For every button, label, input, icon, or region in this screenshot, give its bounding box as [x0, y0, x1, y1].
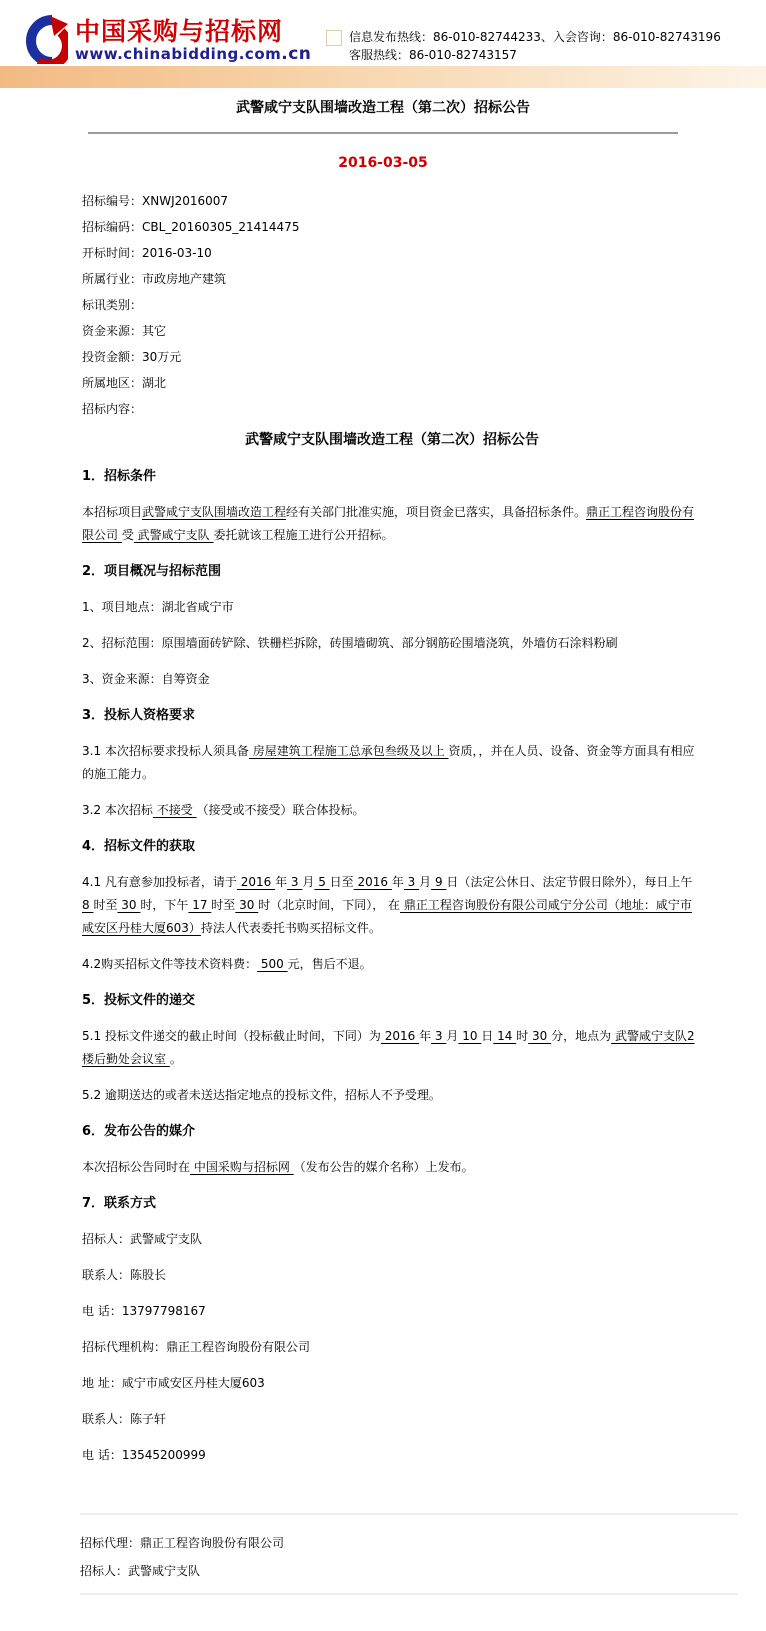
plain-text: 地 址：咸宁市咸安区丹桂大厦603	[82, 1376, 265, 1390]
paragraph	[82, 632, 702, 655]
paragraph	[82, 1372, 702, 1395]
plain-text: 4.1 凡有意参加投标者，请于	[82, 875, 237, 889]
plain-text: 日至	[329, 875, 354, 889]
plain-text: 电 话：13545200999	[82, 1448, 206, 1462]
title-rule	[88, 132, 678, 134]
field-row: 招标编码：CBL_20160305_21414475	[82, 220, 300, 234]
plain-text: 分，地点为	[551, 1029, 612, 1043]
plain-text: 3、资金来源：自筹资金	[82, 672, 210, 686]
field-row: 招标内容：	[82, 402, 143, 416]
plain-text: 电 话：13797798167	[82, 1304, 206, 1318]
paragraph	[82, 953, 702, 976]
paragraph	[82, 1336, 702, 1359]
hotline-line1: 信息发布热线：86-010-82744233、入会咨询：86-010-82743196	[349, 30, 721, 44]
section-heading: 7．联系方式	[82, 1196, 157, 1211]
blank-fill-text: 不接受	[152, 803, 197, 817]
blank-fill-text: 3	[403, 875, 420, 889]
plain-text: 年	[391, 875, 404, 889]
plain-text: 时，下午	[140, 898, 189, 912]
logo-url-suffix: .cn	[281, 44, 312, 64]
blank-fill-text: 30	[117, 898, 141, 912]
logo-swirl-icon	[22, 14, 68, 68]
paragraph	[82, 1300, 702, 1323]
plain-text: 3.1 本次招标要求投标人须具备	[82, 744, 249, 758]
field-row: 招标编号：XNWJ2016007	[82, 194, 229, 208]
paragraph	[82, 1444, 702, 1467]
blank-fill-text: 中国采购与招标网	[190, 1160, 294, 1174]
footer-rule-bottom	[80, 1593, 738, 1595]
blank-fill-text: 17	[188, 898, 212, 912]
field-row: 投资金额：30万元	[82, 350, 182, 364]
blank-fill-text: 房屋建筑工程施工总承包叁级及以上	[248, 744, 449, 758]
plain-text: 年	[275, 875, 288, 889]
plain-text: 资质，，并在人员、设备、资金等方面具有相应的施工能力。	[82, 744, 695, 781]
announcement-body	[82, 429, 702, 1467]
plain-text: 2、招标范围：原围墙面砖铲除、铁栅栏拆除，砖围墙砌筑、部分钢筋砼围墙浇筑，外墙仿石涂料粉刷	[82, 636, 618, 650]
announcement-title: 武警咸宁支队围墙改造工程（第二次）招标公告	[245, 432, 539, 448]
plain-text: 5.2 逾期送达的或者未送达指定地点的投标文件，招标人不予受理。	[82, 1088, 441, 1102]
plain-text: 1、项目地点：湖北省咸宁市	[82, 600, 234, 614]
blank-fill-text: 14	[493, 1029, 517, 1043]
plain-text: （发布公告的媒介名称）上发布。	[293, 1160, 474, 1174]
section-heading: 6．发布公告的媒介	[82, 1124, 196, 1139]
plain-text: 招标人：武警咸宁支队	[82, 1232, 203, 1246]
blank-fill-text: 9	[431, 875, 447, 889]
logo-text	[75, 19, 311, 63]
section-heading: 1．招标条件	[82, 469, 157, 484]
blank-fill-text: 鼎正工程咨询股份有限公司	[82, 505, 695, 542]
plain-text: （接受或不接受）联合体投标。	[196, 803, 365, 817]
hotline-box-icon	[326, 30, 342, 46]
logo-url-main: www.chinabidding.com	[75, 45, 282, 63]
paragraph	[82, 1025, 702, 1071]
footer-agent: 招标代理：鼎正工程咨询股份有限公司	[80, 1536, 285, 1550]
doc-footer	[0, 1513, 766, 1595]
section-heading: 2．项目概况与招标范围	[82, 564, 222, 579]
plain-text: 经有关部门批准实施，项目资金已落实，具备招标条件。	[286, 505, 587, 519]
plain-text: 联系人：陈子轩	[82, 1412, 167, 1426]
logo-url	[75, 46, 311, 63]
blank-fill-text: 30	[528, 1029, 552, 1043]
plain-text: 时至	[93, 898, 118, 912]
plain-text: 日（法定公休日、法定节假日除外），每日上午	[446, 875, 693, 889]
plain-text: 5.1 投标文件递交的截止时间（投标截止时间，下同）为	[82, 1029, 381, 1043]
plain-text: 日	[481, 1029, 494, 1043]
plain-text: 月	[419, 875, 432, 889]
blank-fill-text: 武警咸宁支队围墙改造工程	[142, 505, 287, 519]
blank-fill-text: 武警咸宁支队	[133, 528, 214, 542]
plain-text: 本次招标公告同时在	[82, 1160, 191, 1174]
blank-fill-text: 8	[82, 898, 94, 912]
blank-fill-text: 3	[431, 1029, 447, 1043]
plain-text: 4.2购买招标文件等技术资料费：	[82, 957, 258, 971]
site-header	[0, 0, 766, 66]
paragraph	[82, 1156, 702, 1179]
blank-fill-text: 30	[235, 898, 259, 912]
paragraph	[82, 596, 702, 619]
field-row: 标讯类别：	[82, 298, 143, 312]
page-title: 武警咸宁支队围墙改造工程（第二次）招标公告	[236, 100, 530, 116]
section-heading: 3．投标人资格要求	[82, 708, 196, 723]
hotline-line2: 客服热线：86-010-82743157	[349, 48, 517, 62]
paragraph	[82, 1228, 702, 1251]
paragraph	[82, 668, 702, 691]
hotline-block	[326, 28, 721, 64]
field-row: 所属地区：湖北	[82, 376, 167, 390]
blank-fill-text: 鼎正工程咨询股份有限公司咸宁分公司（地址：咸宁市咸安区丹桂大厦603）	[82, 898, 692, 935]
paragraph	[82, 1408, 702, 1431]
blank-fill-text: 武警咸宁支队2楼后勤处会议室	[82, 1029, 695, 1066]
plain-text: 时至	[211, 898, 236, 912]
plain-text: 联系人：陈股长	[82, 1268, 167, 1282]
site-logo[interactable]	[22, 14, 311, 68]
orange-divider-bar	[0, 66, 766, 88]
publish-date: 2016-03-05	[338, 155, 428, 171]
field-row: 所属行业：市政房地产建筑	[82, 272, 227, 286]
blank-fill-text: 2016	[380, 1029, 420, 1043]
plain-text: 本招标项目	[82, 505, 143, 519]
plain-text: 元，售后不退。	[287, 957, 372, 971]
plain-text: 持法人代表委托书购买招标文件。	[200, 921, 381, 935]
plain-text: 月	[446, 1029, 459, 1043]
plain-text: 时	[516, 1029, 529, 1043]
hotline-text	[349, 28, 721, 64]
blank-fill-text: 5	[314, 875, 330, 889]
blank-fill-text: 2016	[353, 875, 392, 889]
paragraph	[82, 501, 702, 547]
paragraph	[82, 1084, 702, 1107]
blank-fill-text: 2016	[236, 875, 276, 889]
blank-fill-text: 10	[458, 1029, 482, 1043]
field-list	[82, 195, 700, 415]
paragraph	[82, 740, 702, 786]
plain-text: 年	[419, 1029, 432, 1043]
paragraph	[82, 799, 702, 822]
plain-text: 。	[169, 1052, 182, 1066]
plain-text: 月	[302, 875, 315, 889]
paragraph	[82, 1264, 702, 1287]
footer-tenderee: 招标人：武警咸宁支队	[80, 1564, 201, 1578]
plain-text: 受	[121, 528, 134, 542]
plain-text: 委托就该工程施工进行公开招标。	[213, 528, 394, 542]
section-heading: 4．招标文件的获取	[82, 839, 196, 854]
section-heading: 5．投标文件的递交	[82, 993, 196, 1008]
field-row: 资金来源：其它	[82, 324, 167, 338]
paragraph	[82, 871, 702, 940]
plain-text: 3.2 本次招标	[82, 803, 153, 817]
logo-title: 中国采购与招标网	[75, 17, 284, 46]
field-row: 开标时间：2016-03-10	[82, 246, 212, 260]
blank-fill-text: 3	[287, 875, 303, 889]
plain-text: 时（北京时间，下同）， 在	[258, 898, 401, 912]
plain-text: 招标代理机构：鼎正工程咨询股份有限公司	[82, 1340, 311, 1354]
blank-fill-text: 500	[257, 957, 288, 971]
